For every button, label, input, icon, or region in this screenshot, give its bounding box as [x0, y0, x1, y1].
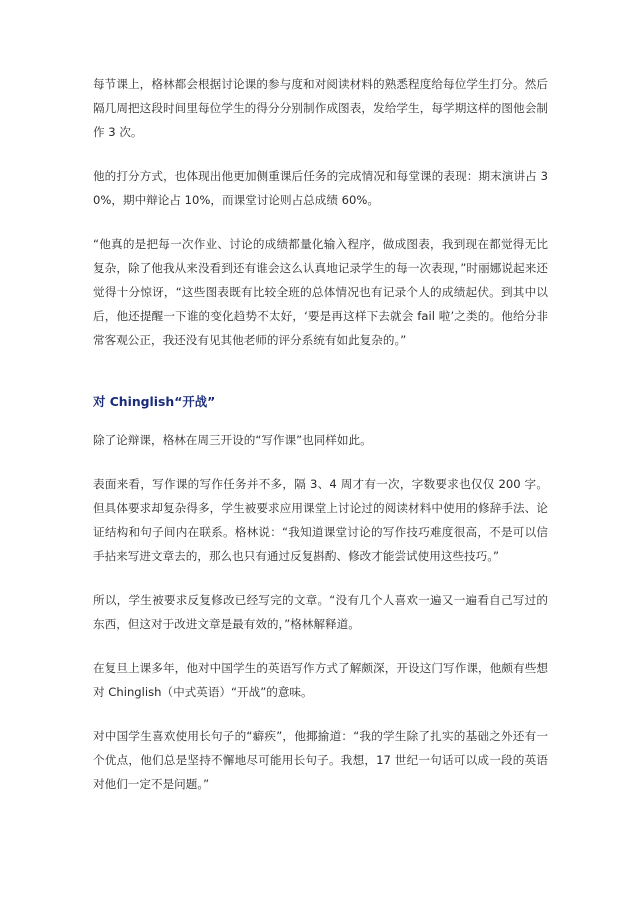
paragraph-writing-requirements: 表面来看，写作课的写作任务并不多，隔 3、4 周才有一次，字数要求也仅仅 200 字。但具体要求却复杂得多，学生被要求应用课堂上讨论过的阅读材料中使用的修辞手法、论证结构和句子间内在联系。格林说：“我知道课堂讨论的写作技巧难度很高，不是可以信手拈来写进文章去的，那么也只有通过反复斟酌、修改才能尝试使用这些技巧。”	[93, 477, 548, 563]
paragraph-grading-charts: 每节课上，格林都会根据讨论课的参与度和对阅读材料的熟悉程度给每位学生打分。然后隔几周把这段时间里每位学生的得分分别制作成图表，发给学生，每学期这样的图他会制作 3 次。	[93, 77, 548, 139]
document-page	[93, 72, 548, 816]
paragraph-writing-course: 除了论辩课，格林在周三开设的“写作课”也同样如此。	[93, 433, 372, 447]
section-heading: 对 Chinglish“开战”	[93, 394, 216, 409]
paragraph-long-sentences: 对中国学生喜欢使用长句子的“癖疾”，他揶揄道：“我的学生除了扎实的基础之外还有一个优点，他们总是坚持不懈地尽可能用长句子。我想，17 世纪一句话可以成一段的英语对他们一定不是问题。”	[93, 729, 548, 791]
paragraph-student-quote: “他真的是把每一次作业、讨论的成绩都量化输入程序，做成图表，我到现在都觉得无比复杂，除了他我从来没看到还有谁会这么认真地记录学生的每一次表现，”时丽娜说起来还觉得十分惊讶，“这些图表既有比较全班的总体情况也有记录个人的成绩起伏。到其中以后，他还提醒一下谁的变化趋势不太好，‘要是再这样下去就会 fail 啦’之类的。他给分非常客观公正，我还没有见其他老师的评分系统有如此复杂的。”	[93, 237, 548, 347]
paragraph-revision: 所以，学生被要求反复修改已经写完的文章。“没有几个人喜欢一遍又一遍看自己写过的东西，但这对于改进文章是最有效的，”格林解释道。	[93, 593, 548, 631]
paragraph-chinglish: 在复旦上课多年，他对中国学生的英语写作方式了解颇深，开设这门写作课，他颇有些想对 Chinglish（中式英语）“开战”的意味。	[93, 661, 548, 699]
paragraph-grading-weights: 他的打分方式，也体现出他更加侧重课后任务的完成情况和每堂课的表现：期末演讲占 30%，期中辩论占 10%，而课堂讨论则占总成绩 60%。	[93, 169, 548, 207]
